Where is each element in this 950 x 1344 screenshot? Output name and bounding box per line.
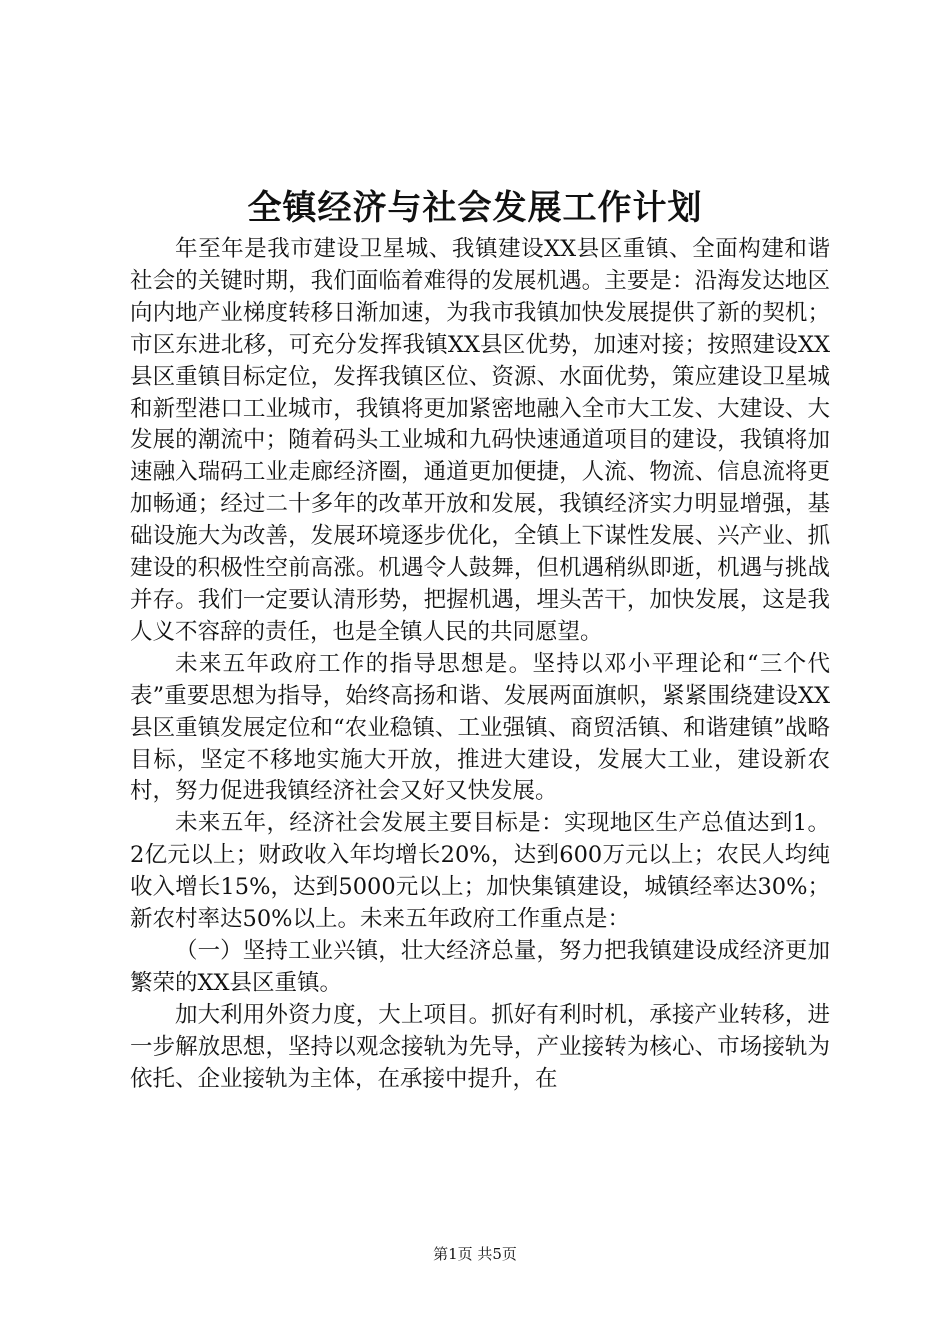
document-title: 全镇经济与社会发展工作计划 [247, 188, 703, 228]
paragraph-foreign-investment: 加大利用外资力度，大上项目。抓好有利时机，承接产业转移，进一步解放思想，坚持以观念接轨为先导，产业接转为核心、市场接轨为依托、企业接轨为主体，在承接中提升，在 [130, 1001, 830, 1092]
paragraph-main-goals: 未来五年，经济社会发展主要目标是：实现地区生产总值达到1。2亿元以上；财政收入年均增长20%，达到600万元以上；农民人均纯收入增长15%，达到5000元以上；加快集镇建设，城镇经率达30%；新农村率达50%以上。未来五年政府工作重点是： [130, 810, 830, 933]
document-body [130, 234, 830, 1095]
page-number-footer: 第1页 共5页 [433, 1245, 517, 1263]
paragraph-opportunities: 年至年是我市建设卫星城、我镇建设XX县区重镇、全面构建和谐社会的关键时期，我们面临着难得的发展机遇。主要是：沿海发达地区向内地产业梯度转移日渐加速，为我市我镇加快发展提供了新的契机；市区东进北移，可充分发挥我镇XX县区优势，加速对接；按照建设XX县区重镇目标定位，发挥我镇区位、资源、水面优势，策应建设卫星城和新型港口工业城市，我镇将更加紧密地融入全市大工发、大建设、大发展的潮流中；随着码头工业城和九码快速通道项目的建设，我镇将加速融入瑞码工业走廊经济圈，通道更加便捷，人流、物流、信息流将更加畅通；经过二十多年的改革开放和发展，我镇经济实力明显增强，基础设施大为改善，发展环境逐步优化，全镇上下谋性发展、兴产业、抓建设的积极性空前高涨。机遇令人鼓舞，但机遇稍纵即逝，机遇与挑战并存。我们一定要认清形势，把握机遇，埋头苦干，加快发展，这是我人义不容辞的责任，也是全镇人民的共同愿望。 [130, 236, 830, 645]
paragraph-guiding-ideology: 未来五年政府工作的指导思想是。坚持以邓小平理论和“三个代表”重要思想为指导，始终高扬和谐、发展两面旗帜，紧紧围绕建设XX县区重镇发展定位和“农业稳镇、工业强镇、商贸活镇、和谐建镇”战略目标，坚定不移地实施大开放，推进大建设，发展大工业，建设新农村，努力促进我镇经济社会又好又快发展。 [130, 650, 830, 805]
section-heading-industry: （一）坚持工业兴镇，壮大经济总量，努力把我镇建设成经济更加繁荣的XX县区重镇。 [130, 937, 830, 996]
